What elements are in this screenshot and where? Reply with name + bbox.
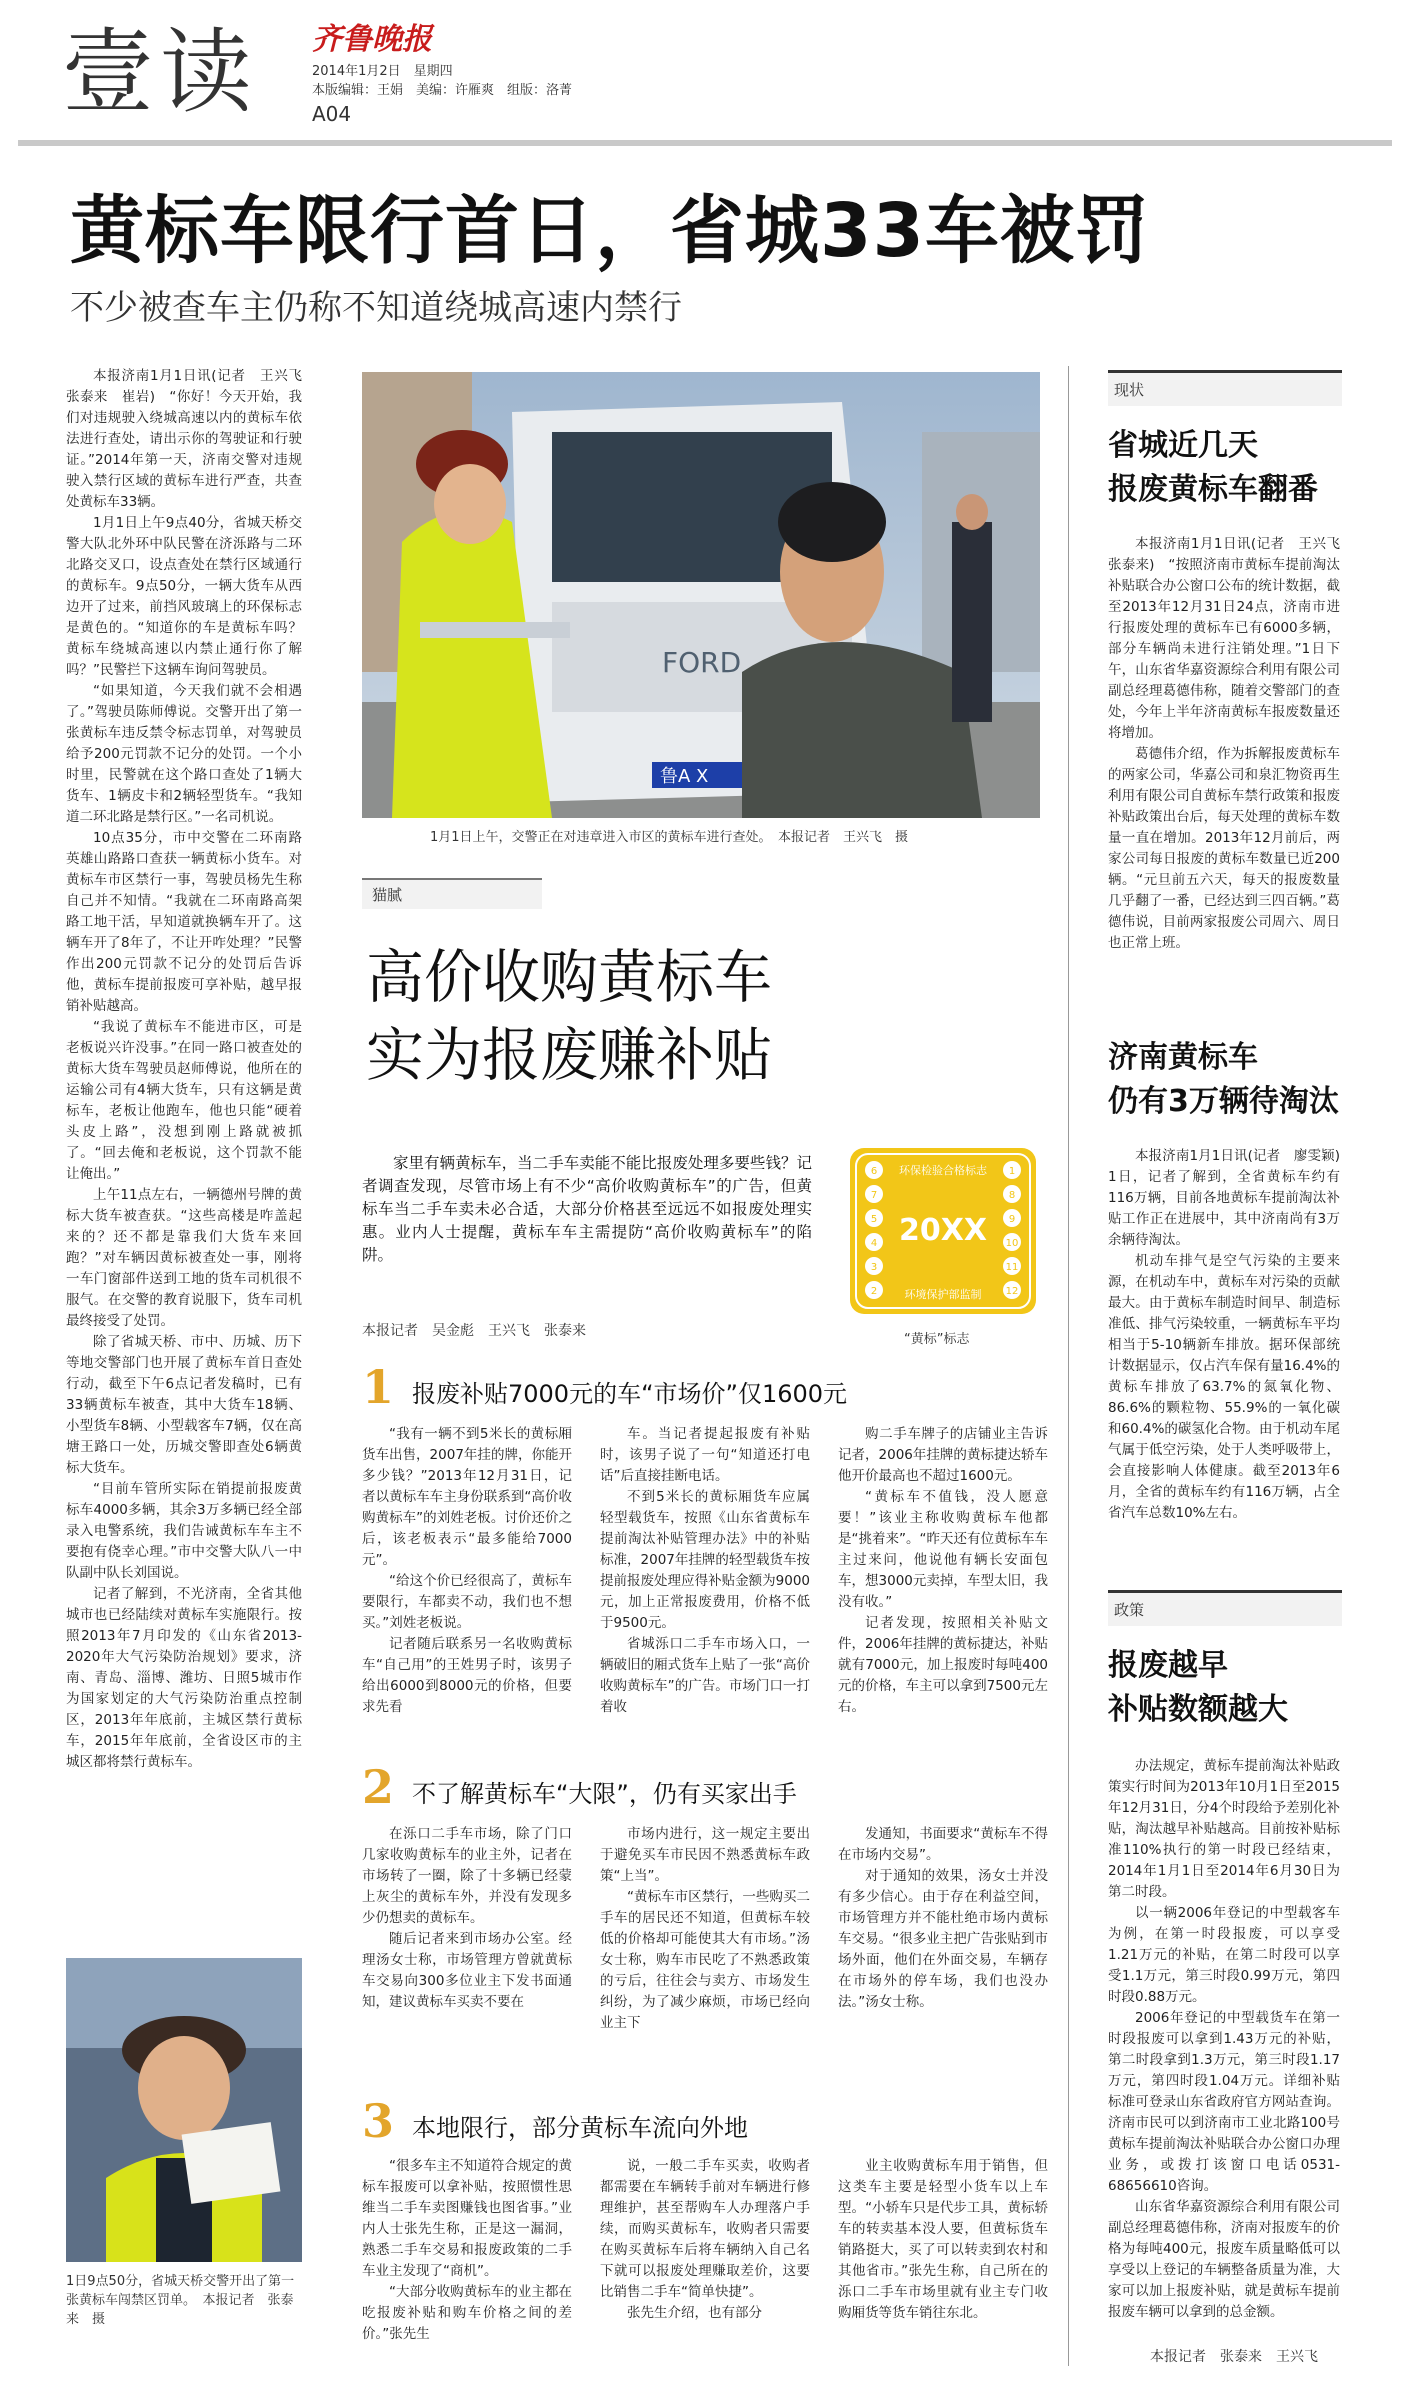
right-article-2: [1108, 1146, 1354, 1524]
right-article-1: [1108, 534, 1354, 954]
section2-column2: [600, 1824, 810, 2034]
section-paragraph: 省城泺口二手车市场入口，一辆破旧的厢式货车上贴了一张“高价收购黄标车”的广告。市场门口一打着收: [600, 1636, 810, 1715]
section1-column1: [362, 1424, 572, 1718]
section-paragraph: 不到5米长的黄标厢货车应属轻型载货车，按照《山东省黄标车提前淘汰补贴管理办法》中的补贴标准，2007年挂牌的轻型载货车按提前报废处理应得补贴金额为9000元，加上正常报废费用，价格不低于9500元。: [600, 1489, 810, 1631]
main-photo-caption: 1月1日上午，交警正在对违章进入市区的黄标车进行查处。 本报记者 王兴飞 摄: [430, 830, 909, 845]
right-headline-3b: 补贴数额越大: [1108, 1692, 1288, 1727]
article-paragraph: 10点35分，市中交警在二环南路英雄山路路口查获一辆黄标小货车。对黄标车市区禁行一事，驾驶员杨先生称自己并不知情。“我就在二环南路高架路工地干活，早知道就换辆车开了。这辆车开了8年了，不让开咋处理？”民警作出200元罚款不记分的处罚后告诉他，黄标车提前报废可享补贴，越早报销补贴越高。: [66, 830, 302, 1014]
officer-photo: [66, 1958, 302, 2262]
feature-tag: 猫腻: [362, 878, 542, 909]
sticker-number: 8: [1008, 1190, 1016, 1201]
article-paragraph: 本报济南1月1日讯(记者 王兴飞 张泰来) “按照济南市黄标车提前淘汰补贴联合办公窗口公布的统计数据，截至2013年12月31日24点，济南市进行报废处理的黄标车已有6000多辆，部分车辆尚未进行注销处理。”1日下午，山东省华嘉资源综合利用有限公司副总经理葛德伟称，随着交警部门的查处，今年上半年济南黄标车报废数量还将增加。: [1108, 536, 1354, 741]
section-paragraph: 张先生介绍，也有部分: [627, 2305, 762, 2321]
article-paragraph: 本报济南1月1日讯(记者 王兴飞 张泰来 崔岩) “你好！今天开始，我们对违规驶入绕城高速以内的黄标车依法进行查处，请出示你的驾驶证和行驶证。”2014年第一天，济南交警对违规驶入禁行区域的黄标车进行严查，共查处黄标车33辆。: [66, 368, 316, 510]
right-headline-1b: 报废黄标车翻番: [1108, 472, 1318, 507]
yellow-label-illustration: [850, 1148, 1036, 1314]
sticker-year: 20XX: [898, 1213, 988, 1248]
newspaper-logo: 齐鲁晚报: [312, 22, 432, 57]
section-paragraph: 随后记者来到市场办公室。经理汤女士称，市场管理方曾就黄标车交易向300多位业主下发书面通知，建议黄标车买卖不要在: [362, 1931, 572, 2010]
section-title-2: 不了解黄标车“大限”，仍有买家出手: [412, 1780, 797, 1808]
page-number: A04: [312, 102, 352, 126]
feature-headline-line1: 高价收购黄标车: [366, 943, 773, 1011]
officer-photo-illustration: [66, 1958, 302, 2262]
sticker-number: 6: [870, 1166, 878, 1177]
sticker-number: 3: [870, 1262, 878, 1273]
section-paragraph: 发通知，书面要求“黄标车不得在市场内交易”。: [838, 1826, 1048, 1863]
section2-column1: [362, 1824, 572, 2013]
right-tag-status: 现状: [1108, 370, 1342, 406]
column-divider: [1068, 366, 1069, 2366]
sticker-number: 7: [870, 1190, 878, 1201]
issue-date: 2014年1月2日 星期四: [312, 64, 453, 79]
main-photo: [362, 372, 1040, 818]
section1-column3: [838, 1424, 1048, 1718]
section-paragraph: 记者发现，按照相关补贴文件，2006年挂牌的黄标捷达，补贴就有7000元，加上报废时每吨400元的价格，车主可以拿到7500元左右。: [838, 1615, 1048, 1715]
section-paragraph: 在泺口二手车市场，除了门口几家收购黄标车的业主外，记者在市场转了一圈，除了十多辆已经蒙上灰尘的黄标车外，并没有发现多少仍想卖的黄标车。: [362, 1826, 572, 1926]
section3-column2: [600, 2156, 810, 2376]
section-paragraph: 记者随后联系另一名收购黄标车“自己用”的王姓男子时，该男子给出6000到8000元的价格，但要求先看: [362, 1636, 572, 1715]
section-paragraph: “我有一辆不到5米长的黄标厢货车出售，2007年挂的牌，你能开多少钱？”2013年12月31日，记者以黄标车车主身份联系到“高价收购黄标车”的刘姓老板。讨价还价之后，该老板表示“最多能给7000元”。: [362, 1426, 572, 1568]
section-paragraph: “大部分收购黄标车的业主都在吃报废补贴和购车价格之间的差价。”张先生: [362, 2284, 572, 2342]
section-number-2: 2: [362, 1760, 395, 1814]
section-paragraph: 说，一般二手车买卖，收购者都需要在车辆转手前对车辆进行修理维护，甚至帮购车人办理落户手续，而购买黄标车，收购者只需要在购买黄标车后将车辆纳入自己名下就可以报废处理赚取差价，这要比销售二手车“简单快捷”。: [600, 2158, 810, 2300]
right-byline: 本报记者 张泰来 王兴飞: [1150, 2349, 1318, 2365]
article-paragraph: 以一辆2006年登记的中型载客车为例，在第一时段报废，可以享受1.21万元的补贴，在第二时段可以享受1.1万元，第三时段0.99万元，第四时段0.88万元。: [1108, 1905, 1340, 2005]
main-subheadline: 不少被查车主仍称不知道绕城高速内禁行: [70, 288, 682, 328]
section3-column3: [838, 2156, 1048, 2376]
section3-column1: [362, 2156, 572, 2376]
editors-line: 本版编辑：王娟 美编：许雁爽 组版：洛菁: [312, 83, 573, 98]
section1-column2: [600, 1424, 810, 1718]
section-paragraph: “黄标车市区禁行，一些购买二手车的居民还不知道，但黄标车较低的价格却可能使其大有市场。”汤女士称，购车市民吃了不熟悉政策的亏后，往往会与卖方、市场发生纠纷，为了减少麻烦，市场已经向业主下: [600, 1889, 810, 2031]
sticker-caption: “黄标”标志: [904, 1332, 970, 1347]
article-paragraph: 本报济南1月1日讯(记者 廖雯颖) 1日，记者了解到，全省黄标车约有116万辆，目前各地黄标车提前淘汰补贴工作正在进展中，其中济南尚有3万余辆待淘汰。: [1108, 1148, 1354, 1248]
right-tag-policy: 政策: [1108, 1590, 1342, 1626]
feature-lead: 家里有辆黄标车，当二手车卖能不能比报废处理多要些钱？记者调查发现，尽管市场上有不少“高价收购黄标车”的广告，但黄标车当二手车卖未必合适，大部分价格甚至远远不如报废处理实惠。业内人士提醒，黄标车车主需提防“高价收购黄标车”的陷阱。: [362, 1154, 812, 1264]
section-title-3: 本地限行，部分黄标车流向外地: [412, 2114, 748, 2142]
masthead-divider: [18, 140, 1392, 146]
section-number-3: 3: [362, 2094, 395, 2148]
article-paragraph: 除了省城天桥、市中、历城、历下等地交警部门也开展了黄标车首日查处行动，截至下午6点记者发稿时，已有33辆黄标车被查，其中大货车18辆、小型货车8辆、小型载客车7辆，仅在高塘王路口一处，历城交警即查处6辆黄标大货车。: [66, 1334, 302, 1476]
sticker-number: 11: [1005, 1262, 1019, 1273]
section-number-1: 1: [362, 1360, 395, 1414]
section-paragraph: 对于通知的效果，汤女士并没有多少信心。由于存在利益空间，市场管理方并不能杜绝市场内黄标车交易。“很多业主把广告张贴到市场外面，他们在外面交易，车辆存在市场外的停车场，我们也没办法。”汤女士称。: [838, 1868, 1048, 2010]
section2-column3: [838, 1824, 1048, 2013]
section-title: 壹读: [62, 19, 259, 126]
article-paragraph: “目前车管所实际在销提前报废黄标车4000多辆，其余3万多辆已经全部录入电警系统，我们告诫黄标车车主不要抱有侥幸心理。”市中交警大队八一中队副中队长刘国说。: [66, 1481, 302, 1581]
right-headline-3a: 报废越早: [1108, 1648, 1228, 1683]
license-plate-text: 鲁A X: [660, 766, 709, 787]
feature-byline: 本报记者 吴金彪 王兴飞 张泰来: [362, 1323, 586, 1339]
right-article-3: [1108, 1756, 1340, 2336]
right-headline-1a: 省城近几天: [1108, 428, 1258, 463]
section-paragraph: 业主收购黄标车用于销售，但这类车主要是轻型小货车以上车型。“小轿车只是代步工具，黄标轿车的转卖基本没人要，但黄标货车销路挺大，买了可以转卖到农村和其他省市。”张先生称，自己所在的泺口二手车市场里就有业主专门收购厢货等货车销往东北。: [838, 2158, 1048, 2321]
lead-article-column: [66, 366, 316, 1926]
article-paragraph: 上午11点左右，一辆德州号牌的黄标大货车被查获。“这些高楼是咋盖起来的？还不都是靠我们大货车来回跑？”对车辆因黄标被查处一事，刚将一车门窗部件送到工地的货车司机很不服气。在交警的教育说服下，货车司机最终接受了处罚。: [66, 1187, 302, 1329]
sticker-number: 4: [870, 1238, 878, 1249]
checkpoint-photo-illustration: [362, 372, 1040, 818]
article-paragraph: 1月1日上午9点40分，省城天桥交警大队北外环中队民警在济泺路与二环北路交叉口，设点查处在禁行区域通行的黄标车。9点50分，一辆大货车从西边开了过来，前挡风玻璃上的环保标志是黄色的。“知道你的车是黄标车吗？黄标车绕城高速以内禁止通行你了解吗？”民警拦下这辆车询问驾驶员。: [66, 515, 302, 678]
article-paragraph: 葛德伟介绍，作为拆解报废黄标车的两家公司，华嘉公司和泉汇物资再生利用有限公司自黄标车禁行政策和报废补贴政策出台后，每天处理的黄标车数量一直在增加。2013年12月前后，两家公司每日报废的黄标车数量已近200辆。“元旦前五六天，每天的报废数量几乎翻了一番，已经达到三四百辆。”葛德伟说，目前两家报废公司周六、周日也正常上班。: [1108, 746, 1340, 951]
right-headline-2b: 仍有3万辆待淘汰: [1108, 1084, 1339, 1119]
sticker-top-text: 环保检验合格标志: [899, 1164, 987, 1177]
article-paragraph: 2006年登记的中型载货车在第一时段报废可以拿到1.43万元的补贴，第二时段拿到1.3万元，第三时段1.17万元，第四时段1.04万元。详细补贴标准可登录山东省政府官方网站查询。济南市民可以到济南市工业北路100号黄标车提前淘汰补贴联合办公窗口办理业务，或拨打该窗口电话0531-68656610咨询。: [1108, 2010, 1340, 2194]
sticker-number: 9: [1008, 1214, 1016, 1225]
section-paragraph: “黄标车不值钱，没人愿意要！”该业主称收购黄标车他都是“挑着来”。“昨天还有位黄标车车主过来问，他说他有辆长安面包车，想3000元卖掉，车型太旧，我没有收。”: [838, 1489, 1048, 1610]
article-paragraph: “如果知道，今天我们就不会相遇了。”驾驶员陈师傅说。交警开出了第一张黄标车违反禁令标志罚单，对驾驶员给予200元罚款不记分的处罚。一个小时里，民警就在这个路口查处了1辆大货车、1辆皮卡和2辆轻型货车。“我知道二环北路是禁行区。”一名司机说。: [66, 683, 302, 825]
section-paragraph: “很多车主不知道符合规定的黄标车报废可以拿补贴，按照惯性思维当二手车卖图赚钱也图省事。”业内人士张先生称，正是这一漏洞，熟悉二手车交易和报废政策的二手车业主发现了“商机”。: [362, 2158, 572, 2279]
masthead-meta: [312, 62, 572, 100]
section-paragraph: 购二手车牌子的店铺业主告诉记者，2006年挂牌的黄标捷达轿车他开价最高也不超过1600元。: [838, 1426, 1048, 1484]
section-paragraph: “给这个价已经很高了，黄标车要限行，车都卖不动，我们也不想买。”刘姓老板说。: [362, 1573, 572, 1631]
sticker-number: 12: [1005, 1286, 1019, 1297]
feature-headline-line2: 实为报废赚补贴: [366, 1021, 773, 1089]
article-paragraph: 记者了解到，不光济南，全省其他城市也已经陆续对黄标车实施限行。按照2013年7月印发的《山东省2013-2020年大气污染防治规划》要求，济南、青岛、淄博、潍坊、日照5城市作为国家划定的大气污染防治重点控制区，2013年年底前，主城区禁行黄标车，2015年年底前，全省设区市的主城区都将禁行黄标车。: [66, 1586, 302, 1770]
sticker-bottom-text: 环境保护部监制: [904, 1288, 982, 1301]
article-paragraph: 机动车排气是空气污染的主要来源，在机动车中，黄标车对污染的贡献最大。由于黄标车制造时间早、制造标准低、排气污染较重，一辆黄标车平均相当于5-10辆新车排放。据环保部统计数据显示，仅占汽车保有量16.4%的黄标车排放了63.7%的氮氧化物、86.6%的颗粒物、55.9%的一氧化碳和60.4%的碳氢化合物。由于机动车尾气属于低空污染，处于人类呼吸带上，会直接影响人体健康。截至2013年6月，全省的黄标车约有116万辆，占全省汽车总数10%左右。: [1108, 1253, 1340, 1521]
sticker-number: 5: [870, 1214, 878, 1225]
sticker-number: 10: [1005, 1238, 1019, 1249]
section-paragraph: 车。当记者提起报废有补贴时，该男子说了一句“知道还打电话”后直接挂断电话。: [600, 1426, 810, 1484]
article-paragraph: “我说了黄标车不能进市区，可是老板说兴许没事。”在同一路口被查处的黄标大货车驾驶员赵师傅说，他所在的运输公司有4辆大货车，只有这辆是黄标车，老板让他跑车，他也只能“硬着头皮上路”，没想到刚上路就被抓了。“回去俺和老板说，这个罚款不能让俺出。”: [66, 1019, 302, 1182]
section-paragraph: 市场内进行，这一规定主要出于避免买车市民因不熟悉黄标车政策“上当”。: [600, 1826, 810, 1884]
sticker-number: 2: [870, 1286, 878, 1297]
article-paragraph: 办法规定，黄标车提前淘汰补贴政策实行时间为2013年10月1日至2015年12月31日，分4个时段给予差别化补贴，淘汰越早补贴越高。目前按补贴标准110%执行的第一时段已经结束，2014年1月1日至2014年6月30日为第二时段。: [1108, 1758, 1340, 1900]
article-paragraph: 山东省华嘉资源综合利用有限公司副总经理葛德伟称，济南对报废车的价格为每吨400元，报废车质量略低可以享受以上登记的车辆整备质量为准，大家可以加上报废补贴，就是黄标车提前报废车辆可以拿到的总金额。: [1108, 2199, 1340, 2320]
section-title-1: 报废补贴7000元的车“市场价”仅1600元: [412, 1380, 848, 1408]
right-headline-2a: 济南黄标车: [1108, 1040, 1258, 1075]
sticker-number: 1: [1008, 1166, 1016, 1177]
yellow-label-sticker: [850, 1148, 1036, 1314]
truck-brand-text: FORD: [662, 646, 742, 679]
small-photo-caption: 1日9点50分，省城天桥交警开出了第一张黄标车闯禁区罚单。 本报记者 张泰来 摄: [66, 2274, 295, 2327]
main-headline: 黄标车限行首日，省城33车被罚: [70, 188, 1150, 274]
